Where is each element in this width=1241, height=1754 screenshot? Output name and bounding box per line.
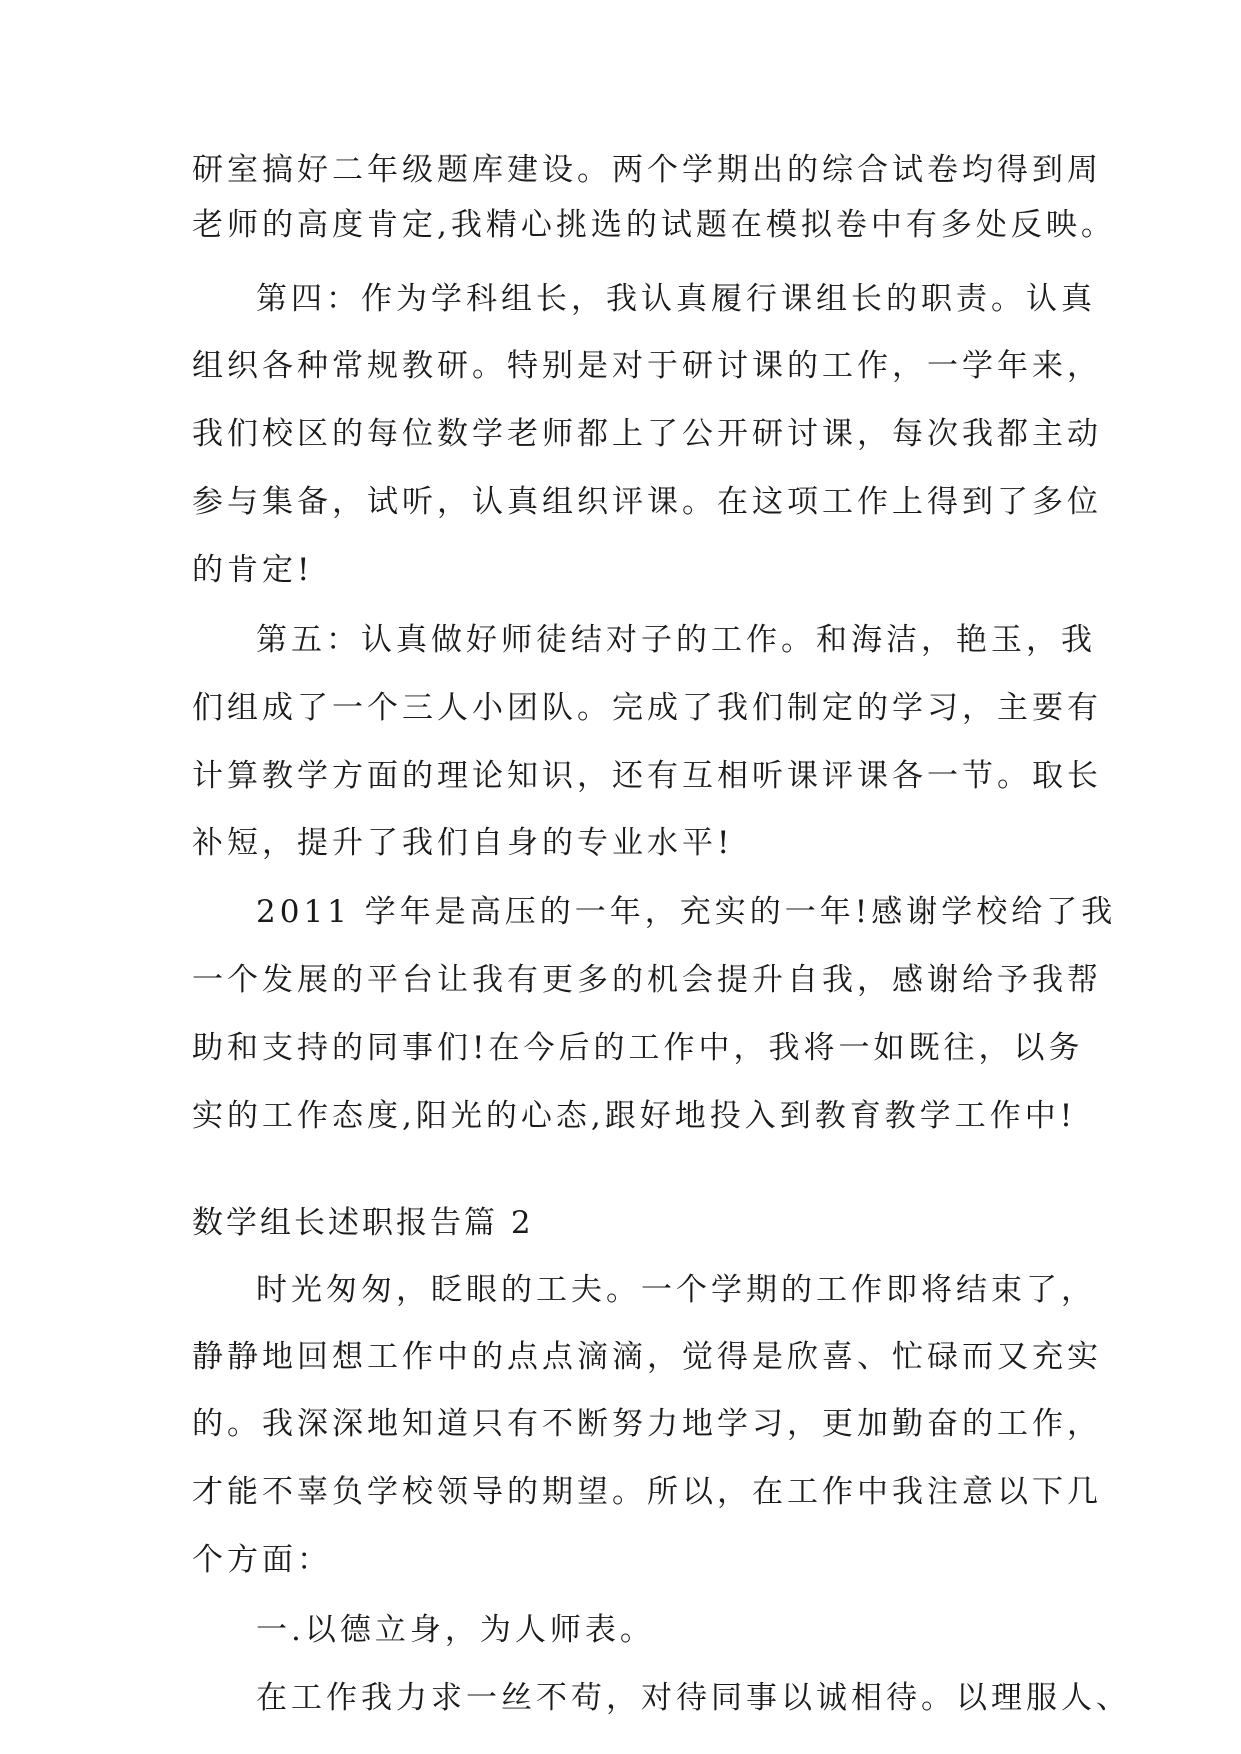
- text-line: 一个发展的平台让我有更多的机会提升自我，感谢给予我帮: [192, 962, 1102, 998]
- text-line: 第五：认真做好师徒结对子的工作。和海洁，艳玉，我: [256, 622, 1096, 658]
- text-line: 老师的高度肯定,我精心挑选的试题在模拟卷中有多处反映。: [192, 207, 1116, 243]
- text-line: 的。我深深地知道只有不断努力地学习，更加勤奋的工作，: [192, 1406, 1102, 1442]
- text-line: 组织各种常规教研。特别是对于研讨课的工作，一学年来，: [192, 348, 1102, 384]
- text-line: 时光匆匆，眨眼的工夫。一个学期的工作即将结束了，: [256, 1272, 1096, 1308]
- text-line: 2011 学年是高压的一年，充实的一年!感谢学校给了我: [256, 894, 1117, 930]
- text-line: 才能不辜负学校领导的期望。所以，在工作中我注意以下几: [192, 1474, 1102, 1510]
- text-line: 第四：作为学科组长，我认真履行课组长的职责。认真: [256, 281, 1096, 317]
- text-line: 一.以德立身，为人师表。: [256, 1612, 655, 1648]
- text-line: 补短，提升了我们自身的专业水平!: [192, 825, 734, 861]
- text-line: 们组成了一个三人小团队。完成了我们制定的学习，主要有: [192, 690, 1102, 726]
- text-line: 参与集备，试听，认真组织评课。在这项工作上得到了多位: [192, 484, 1102, 520]
- section-heading: 数学组长述职报告篇 2: [192, 1205, 534, 1241]
- text-line: 助和支持的同事们!在今后的工作中，我将一如既往，以务: [192, 1030, 1084, 1066]
- text-line: 静静地回想工作中的点点滴滴，觉得是欣喜、忙碌而又充实: [192, 1339, 1102, 1375]
- text-line: 实的工作态度,阳光的心态,跟好地投入到教育教学工作中!: [192, 1098, 1077, 1134]
- text-line: 个方面：: [192, 1542, 332, 1578]
- text-line: 研室搞好二年级题库建设。两个学期出的综合试卷均得到周: [192, 152, 1102, 188]
- text-line: 计算教学方面的理论知识，还有互相听课评课各一节。取长: [192, 758, 1102, 794]
- text-line: 在工作我力求一丝不苟，对待同事以诚相待。以理服人、: [256, 1680, 1131, 1716]
- text-line: 的肯定!: [192, 552, 314, 588]
- text-line: 我们校区的每位数学老师都上了公开研讨课，每次我都主动: [192, 416, 1102, 452]
